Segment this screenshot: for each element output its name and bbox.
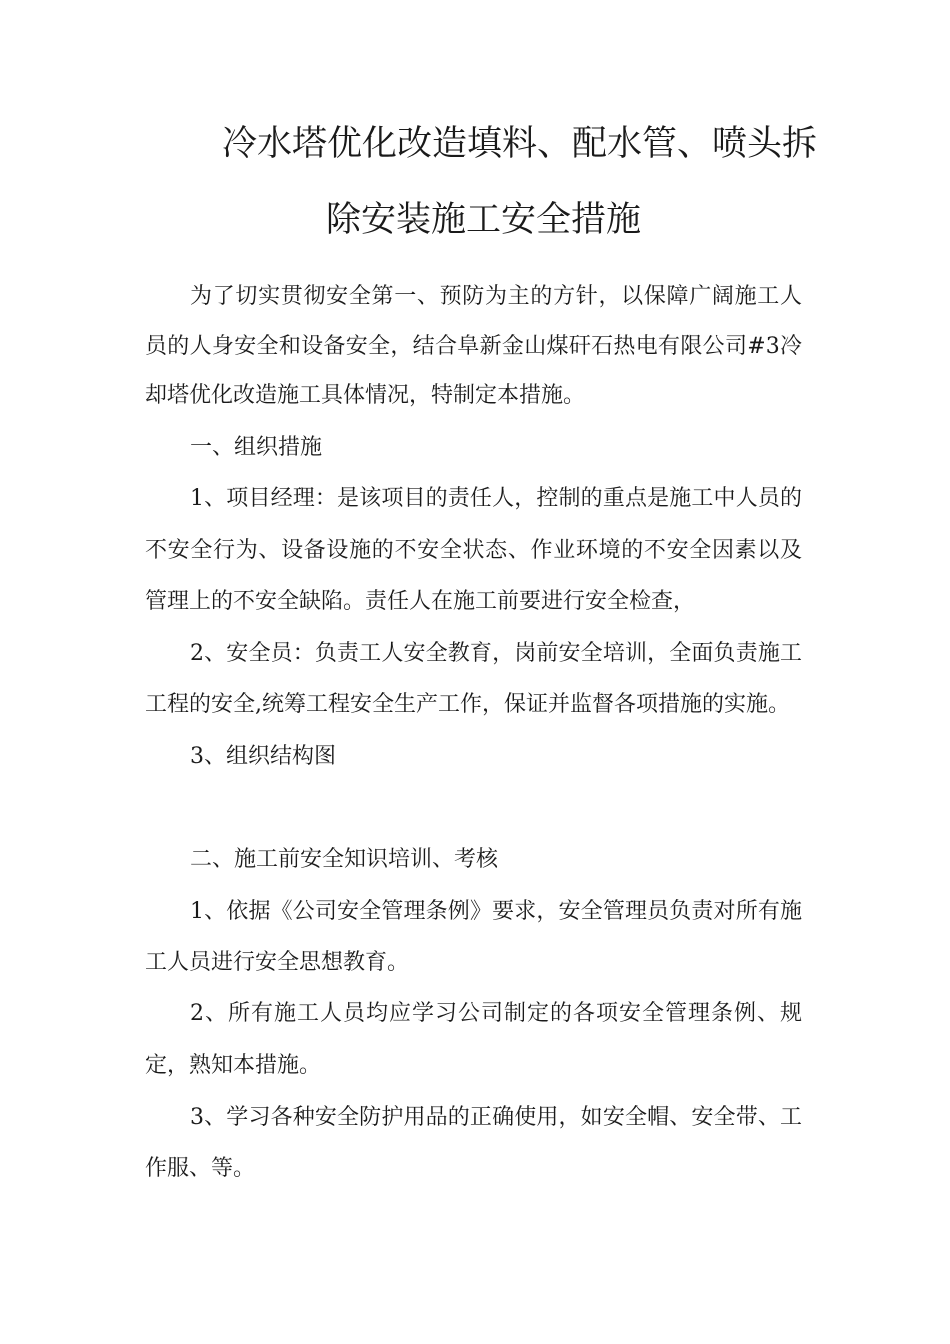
section1-item1-line-1: 1、项目经理：是该项目的责任人，控制的重点是施工中人员的 — [190, 486, 802, 511]
section1-item3: 3、组织结构图 — [190, 744, 336, 769]
section2-item1-line-2: 工人员进行安全思想教育。 — [145, 950, 410, 975]
section2-item2-line-2: 定，熟知本措施。 — [145, 1053, 322, 1078]
intro-paragraph-line-1: 为了切实贯彻安全第一、预防为主的方针，以保障广阔施工人 — [190, 284, 802, 309]
section1-heading: 一、组织措施 — [190, 435, 323, 460]
section2-item2-line-1: 2、所有施工人员均应学习公司制定的各项安全管理条例、规 — [190, 1001, 802, 1026]
document-title-line-2: 除安装施工安全措施 — [326, 200, 642, 240]
intro-paragraph-line-3: 却塔优化改造施工具体情况，特制定本措施。 — [145, 383, 586, 408]
section2-item3-line-2: 作服、等。 — [145, 1156, 256, 1181]
section1-item1-line-2: 不安全行为、设备设施的不安全状态、作业环境的不安全因素以及 — [145, 538, 802, 563]
section2-heading: 二、施工前安全知识培训、考核 — [190, 847, 499, 872]
section1-item2-line-1: 2、安全员：负责工人安全教育，岗前安全培训，全面负责施工 — [190, 641, 802, 666]
section2-item1-line-1: 1、依据《公司安全管理条例》要求，安全管理员负责对所有施 — [190, 899, 802, 924]
intro-paragraph-line-2: 员的人身安全和设备安全，结合阜新金山煤矸石热电有限公司#3冷 — [145, 334, 802, 359]
section1-item2-line-2: 工程的安全,统筹工程安全生产工作，保证并监督各项措施的实施。 — [145, 692, 790, 717]
section2-item3-line-1: 3、学习各种安全防护用品的正确使用，如安全帽、安全带、工 — [190, 1105, 802, 1130]
section1-item1-line-3: 管理上的不安全缺陷。责任人在施工前要进行安全检查， — [145, 589, 696, 614]
document-title-line-1: 冷水塔优化改造填料、配水管、喷头拆 — [222, 124, 818, 164]
